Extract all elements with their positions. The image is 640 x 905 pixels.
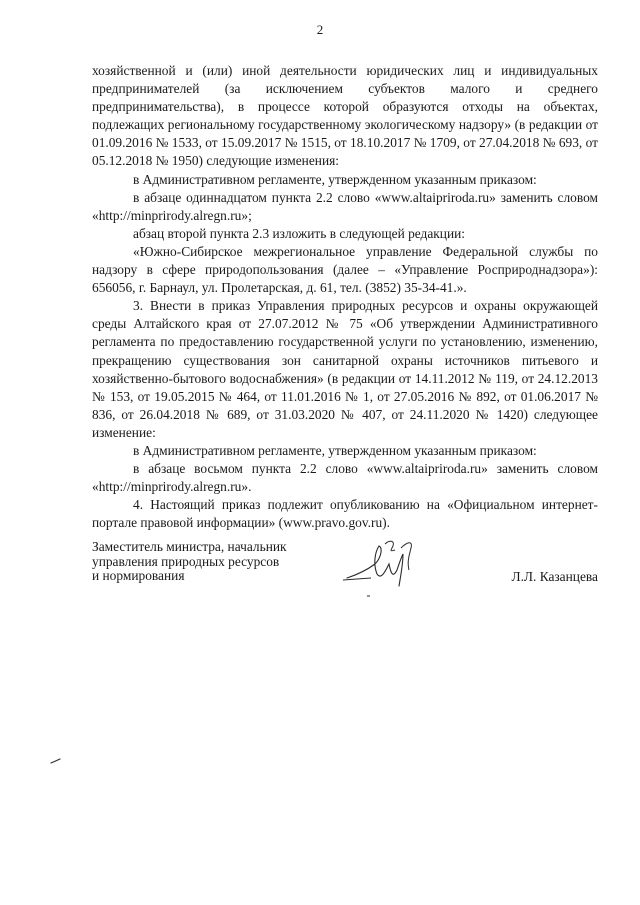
- numbered-item-4: 4. Настоящий приказ подлежит опубликованию на «Официальном интернет-портале правовой информации» (www.pravo.gov.ru).: [92, 497, 598, 531]
- signatory-name: Л.Л. Казанцева: [511, 569, 598, 584]
- paragraph: абзац второй пункта 2.3 изложить в следующей редакции:: [133, 225, 466, 241]
- ink-mark: [50, 757, 62, 765]
- numbered-item-3: 3. Внести в приказ Управления природных ресурсов и охраны окружающей среды Алтайского края от 27.07.2012 № 75 «Об утверждении Административного регламента по предоставлению государственной услуги по установлению, изменению, прекращению существования зон санитарной охраны источников питьевого и хозяйственно-бытового водоснабжения» (в редакции от 14.11.2012 № 119, от 24.12.2013 № 153, от 19.05.2015 № 464, от 11.01.2016 № 1, от 27.05.2016 № 892, от 01.06.2017 № 836, от 26.04.2018 № 689, от 31.03.2020 № 407, от 24.11.2020 № 1420) следующее изменение:: [92, 298, 598, 440]
- paragraph: в Административном регламенте, утвержденном указанным приказом:: [133, 171, 537, 187]
- handwritten-signature: [337, 534, 427, 604]
- paragraph-continuation: хозяйственной и (или) иной деятельности юридических лиц и индивидуальных предпринимателей (за исключением субъектов малого и среднего предпринимательства), в процессе которой образуются отходы на объектах, подлежащих региональному государственному экологическому надзору» (в редакции от 01.09.2016 № 1533, от 15.09.2017 № 1515, от 18.10.2017 № 1709, от 27.04.2018 № 693, от 05.12.2018 № 1950) следующие изменения:: [92, 63, 598, 169]
- page-number: 2: [316, 22, 324, 37]
- signature-block: [92, 540, 598, 610]
- paragraph: в абзаце восьмом пункта 2.2 слово «www.altaipriroda.ru» заменить словом «http://minprirody.alregn.ru».: [92, 461, 598, 495]
- document-body: [92, 62, 598, 532]
- quoted-paragraph: «Южно-Сибирское межрегиональное управление Федеральной службы по надзору в сфере природопользования (далее – «Управление Росприроднадзора»): 656056, г. Барнаул, ул. Пролетарская, д. 61, тел. (3852) 35-34-41.».: [92, 243, 598, 296]
- signatory-title: Заместитель министра, начальник управления природных ресурсов и нормирования: [92, 539, 287, 583]
- paragraph: в Административном регламенте, утвержденном указанным приказом:: [133, 442, 537, 458]
- paragraph: в абзаце одиннадцатом пункта 2.2 слово «www.altaipriroda.ru» заменить словом «http://minprirody.alregn.ru»;: [92, 189, 598, 223]
